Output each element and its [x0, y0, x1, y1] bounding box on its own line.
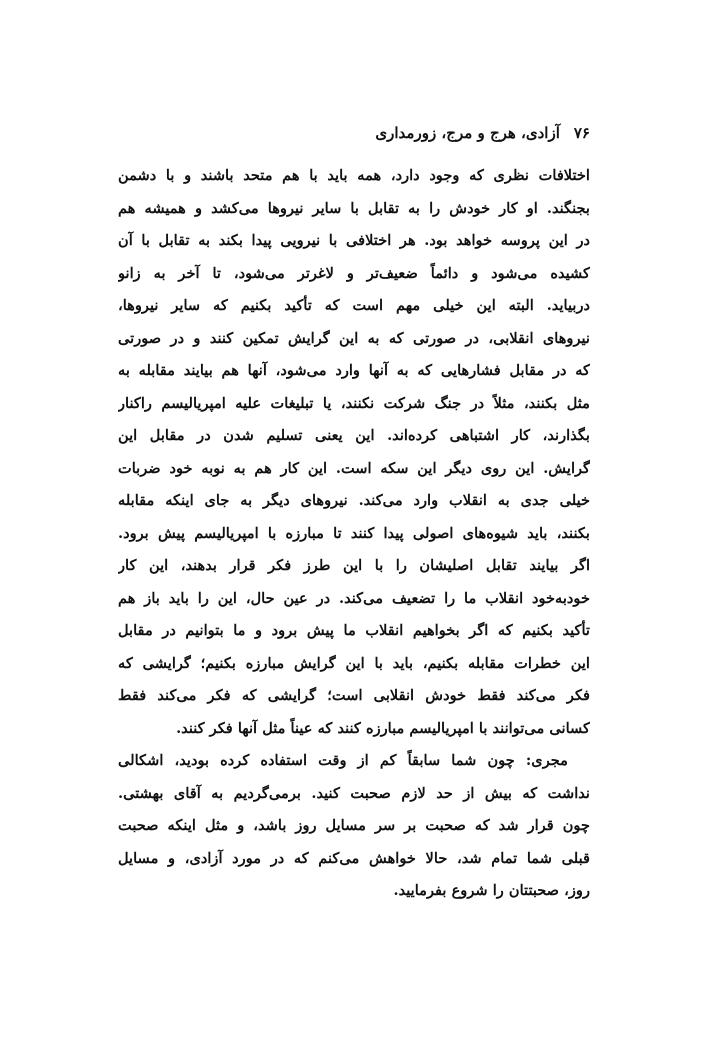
paragraph-2-line: نداشت که بیش از حد لازم صحبت کنید. برمی‌گردیم به آقای بهشتی.: [118, 784, 590, 802]
paragraph-1-line: اگر بیایند تقابل اصلیشان را با این طرز فکر قرار بدهند، این کار: [118, 557, 590, 574]
paragraph-2-first-line: مجری: چون شما سابقاً کم از وقت استفاده کرده بودید، اشکالی: [118, 752, 568, 769]
paragraph-2-line: چون قرار شد که صحبت بر سر مسایل روز باشد، و مثل اینکه صحبت: [118, 817, 590, 834]
paragraph-1-line: گرایش. این روی دیگر این سکه است. این کار هم به نوبه خود ضربات: [118, 459, 590, 477]
paragraph-1-line: مثل بکنند، مثلاً در جنگ شرکت نکنند، یا تبلیغات علیه امپریالیسم راکنار: [118, 394, 590, 412]
paragraph-1-line: فکر می‌کند فقط خودش انقلابی است؛ گرایشی که فکر می‌کند فقط: [118, 687, 590, 704]
paragraph-2-line: قبلی شما تمام شد، حالا خواهش می‌کنم که در مورد آزادی، و مسایل: [118, 849, 590, 867]
paragraph-1-line: این خطرات مقابله بکنیم، باید با این گرایش مبارزه بکنیم؛ گرایشی که: [118, 654, 590, 672]
paragraph-1-line: در این پروسه خواهد بود. هر اختلافی با نیرویی پیدا بکند به تقابل با آن: [118, 232, 590, 249]
running-title: آزادی، هرج و مرج، زورمداری: [375, 124, 560, 142]
running-head: [118, 118, 590, 148]
paragraph-1-line: تأکید بکنیم که اگر بخواهیم انقلاب ما پیش برود و ما بتوانیم در مقابل: [118, 622, 590, 639]
paragraph-1-line: کشیده می‌شود و دائماً ضعیف‌تر و لاغرتر می‌شود، تا آخر به زانو: [118, 264, 590, 282]
paragraph-1-line: نیروهای انقلابی، در صورتی که به این گرایش تمکین کنند و در صورتی: [118, 329, 590, 347]
paragraph-1-line: دربیاید. البته این خیلی مهم است که تأکید بکنیم که سایر نیروها،: [118, 297, 590, 314]
body-text: [118, 160, 590, 908]
paragraph-1-line: بگذارند، کار اشتباهی کرده‌اند. این یعنی تسلیم شدن در مقابل این: [118, 427, 590, 444]
page-number: ۷۶: [573, 124, 590, 142]
paragraph-1-last-line: کسانی می‌توانند با امپریالیسم مبارزه کنند که عیناً مثل آنها فکر کنند.: [176, 719, 590, 737]
paragraph-1-line: بجنگند. او کار خودش را به تقابل با سایر نیروها می‌کشد و همیشه هم: [118, 199, 590, 217]
paragraph-1-line: بکنند، باید شیوه‌های اصولی پیدا کنند تا مبارزه با امپریالیسم پیش برود.: [118, 524, 590, 542]
paragraph-1-line: که در مقابل فشارهایی که به آنها وارد می‌شود، آنها هم بیایند مقابله به: [118, 362, 590, 379]
paragraph-1-line: اختلافات نظری که وجود دارد، همه باید با هم متحد باشند و با دشمن: [118, 167, 590, 184]
paragraph-1-line: خودبه‌خود انقلاب ما را تضعیف می‌کند. در عین حال، این را باید باز هم: [118, 589, 590, 607]
paragraph-1-line: خیلی جدی به انقلاب وارد می‌کند. نیروهای دیگر به جای اینکه مقابله: [118, 492, 590, 509]
paragraph-2-last-line: روز، صحبتتان را شروع بفرمایید.: [393, 882, 590, 899]
